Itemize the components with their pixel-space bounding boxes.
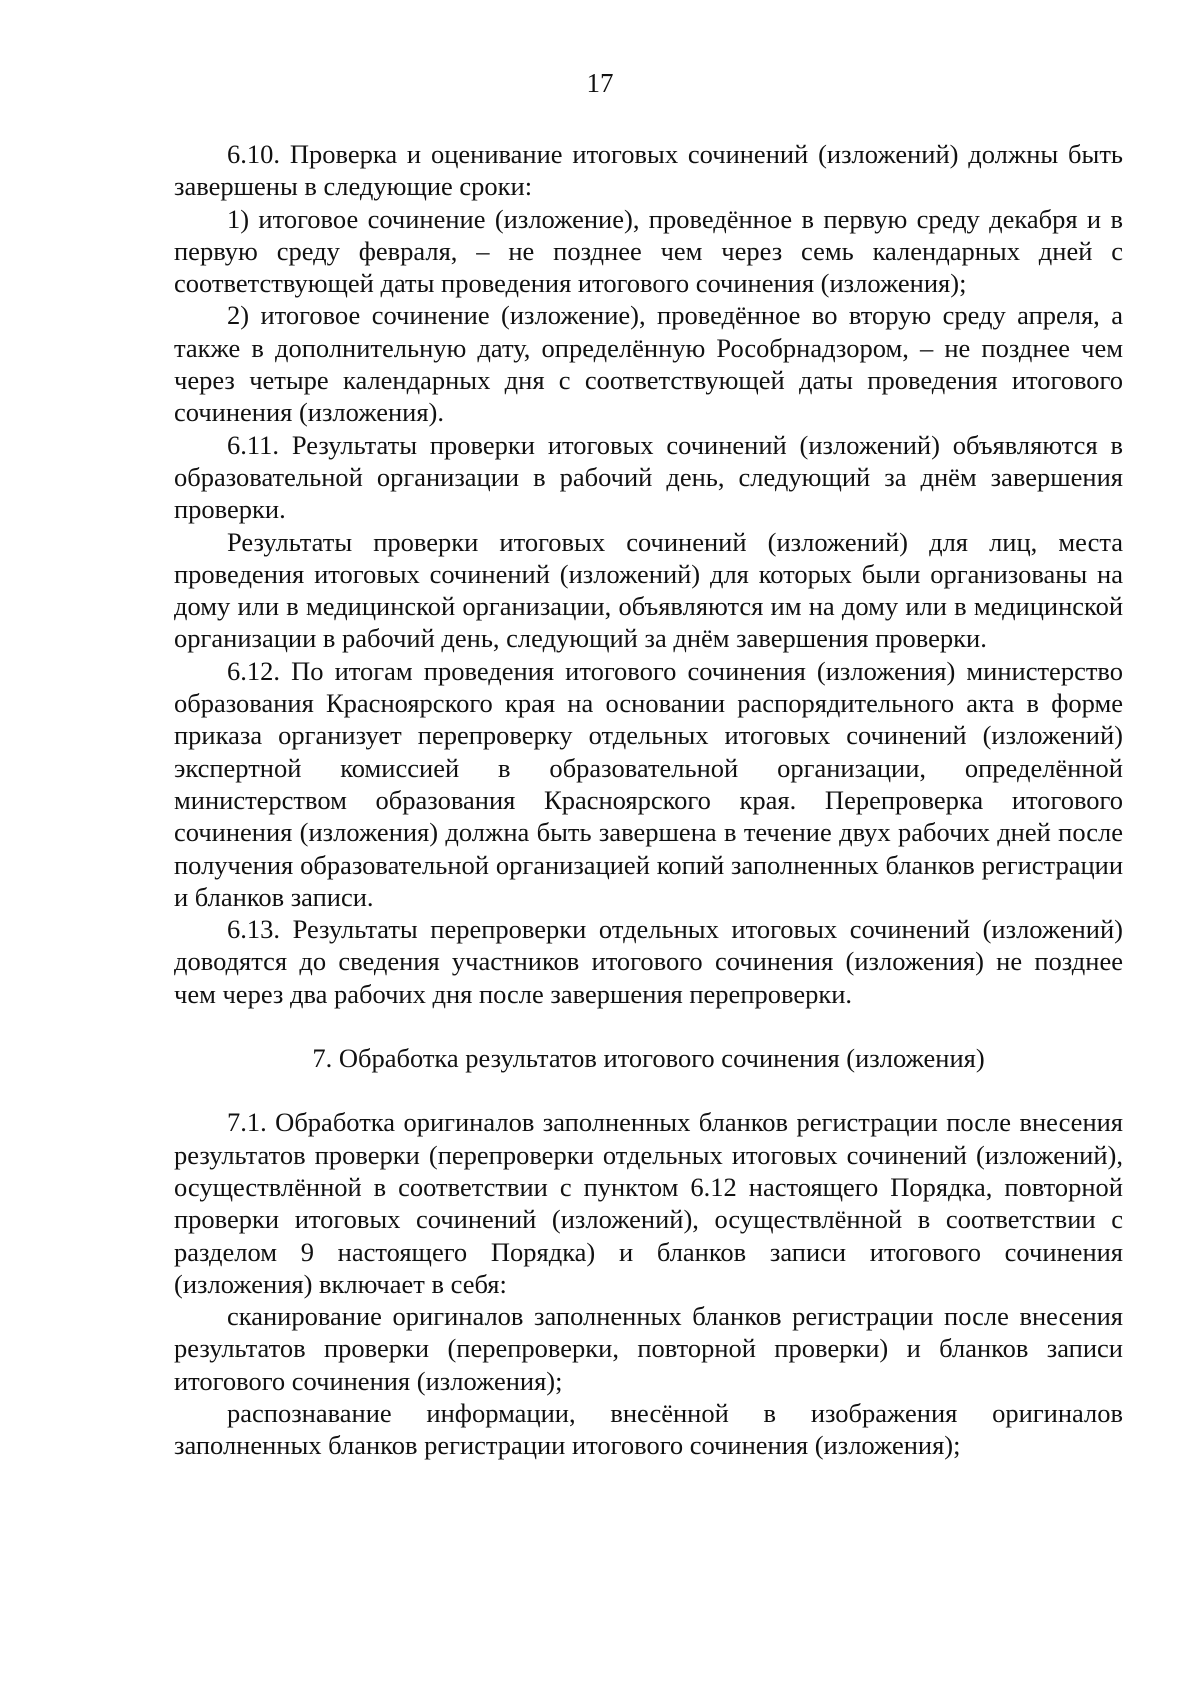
paragraph-7-1-recognition: распознавание информации, внесённой в изображения оригиналов заполненных бланков регистрации итогового сочинения (изложения); (174, 1397, 1123, 1461)
paragraph-6-10-item-2: 2) итоговое сочинение (изложение), проведённое во вторую среду апреля, а также в дополнительную дату, определённую Рособрнадзором, – не позднее чем через четыре календарных дня с соответствующей даты проведения итогового сочинения (изложения). (174, 300, 1123, 428)
page-number: 17 (586, 68, 614, 98)
paragraph-6-12: 6.12. По итогам проведения итогового сочинения (изложения) министерство образования Красноярского края на основании распорядительного акта в форме приказа организует перепроверку отдельных итоговых сочинений (изложений) экспертной комиссией в образовательной организации, определённой министерством образования Красноярского края. Перепроверка итогового сочинения (изложения) должна быть завершена в течение двух рабочих дней после получения образовательной организацией копий заполненных бланков регистрации и бланков записи. (174, 655, 1123, 912)
paragraph-7-1: 7.1. Обработка оригиналов заполненных бланков регистрации после внесения результатов проверки (перепроверки отдельных итоговых сочинений (изложений), осуществлённой в соответствии с пунктом 6.12 настоящего Порядка, повторной проверки итоговых сочинений (изложений), осуществлённой в соответствии с разделом 9 настоящего Порядка) и бланков записи итогового сочинения (изложения) включает в себя: (174, 1107, 1123, 1299)
document-body (174, 138, 1123, 1462)
paragraph-6-11: 6.11. Результаты проверки итоговых сочинений (изложений) объявляются в образовательной организации в рабочий день, следующий за днём завершения проверки. (174, 429, 1123, 525)
paragraph-6-10-item-1: 1) итоговое сочинение (изложение), проведённое в первую среду декабря и в первую среду февраля, – не позднее чем через семь календарных дней с соответствующей даты проведения итогового сочинения (изложения); (174, 203, 1123, 299)
section-heading: 7. Обработка результатов итогового сочинения (изложения) (312, 1043, 985, 1074)
paragraph-6-11-continued: Результаты проверки итоговых сочинений (изложений) для лиц, места проведения итоговых сочинений (изложений) для которых были организованы на дому или в медицинской организации, объявляются им на дому или в медицинской организации в рабочий день, следующий за днём завершения проверки. (174, 526, 1123, 654)
paragraph-6-10: 6.10. Проверка и оценивание итоговых сочинений (изложений) должны быть завершены в следующие сроки: (174, 139, 1123, 202)
paragraph-6-13: 6.13. Результаты перепроверки отдельных итоговых сочинений (изложений) доводятся до сведения участников итогового сочинения (изложения) не позднее чем через два рабочих дня после завершения перепроверки. (174, 914, 1123, 1009)
paragraph-7-1-scanning: сканирование оригиналов заполненных бланков регистрации после внесения результатов проверки (перепроверки, повторной проверки) и бланков записи итогового сочинения (изложения); (174, 1301, 1123, 1396)
